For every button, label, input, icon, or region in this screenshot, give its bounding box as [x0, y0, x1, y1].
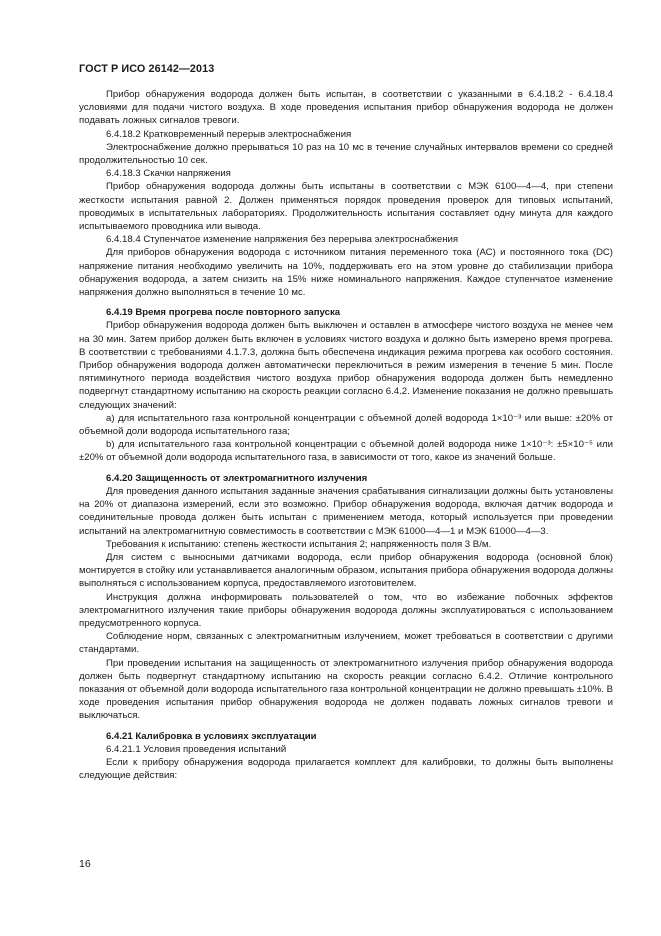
subsection-title: 6.4.18.4 Ступенчатое изменение напряжения без перерыва электроснабжения	[106, 234, 459, 246]
paragraph: Для приборов обнаружения водорода с источником питания переменного тока (АС) и постоянного тока (DC) напряжение питания необходимо увеличить на 10%, поддерживать его на этом уровне до стабилизации прибора обнаружения водорода, а затем снизить на 15% ниже номинального напряжения. Каждое ступенчатое изменение напряжения должно выполняться в течение 10 мс.	[79, 247, 613, 299]
list-item: а) для испытательного газа контрольной концентрации с объемной долей водорода 1×10⁻³ или выше: ±20% от объемной доли водорода испытательного газа;	[79, 412, 613, 438]
paragraph: При проведении испытания на защищенность от электромагнитного излучения прибор обнаружения водорода должен быть подвергнут стандартному испытанию на скорость реакции согласно 6.4.2. Отличие контрольного показания от объемной доли водорода испытательного газа контрольной концентрации не должно превышать ±10%. В ходе проведения испытания прибор обнаружения водорода не должен подавать ложных сигналов тревоги и выключаться.	[79, 657, 613, 722]
section-spacer	[79, 465, 613, 472]
paragraph: Требования к испытанию: степень жесткости испытания 2; напряженность поля 3 В/м.	[106, 538, 492, 550]
subsection-title: 6.4.18.3 Скачки напряжения	[106, 168, 231, 180]
section-heading: 6.4.19 Время прогрева после повторного запуска	[106, 307, 341, 319]
paragraph: Прибор обнаружения водорода должен быть испытан, в соответствии с указанными в 6.4.18.2 - 6.4.18.4 условиями для подачи чистого воздуха. В ходе проведения испытания прибор обнаружения водорода не должен подавать ложных сигналов тревоги.	[79, 89, 613, 127]
document-header: ГОСТ Р ИСО 26142—2013	[79, 63, 215, 75]
subsection-title: 6.4.21.1 Условия проведения испытаний	[106, 743, 287, 755]
paragraph: Инструкция должна информировать пользователей о том, что во избежание побочных эффектов электромагнитного излучения такие приборы обнаружения водорода должны эксплуатироваться с использованием предусмотренного корпуса.	[79, 591, 613, 629]
paragraph: Прибор обнаружения водорода должен быть выключен и оставлен в атмосфере чистого воздуха не менее чем на 30 мин. Затем прибор должен быть включен в условиях чистого воздуха и должно быть измерено время прогрева. В соответствии с требованиями 4.1.7.3, должна быть обеспечена индикация режима прогрева как особого состояния. Прибор обнаружения водорода должен автоматически переключиться в режим измерения в течение 5 мин. После пятиминутного периода воздействия чистого воздуха прибор обнаружения водорода должен быть немедленно подвергнут стандартному испытанию на скорость реакции согласно 6.4.2. Изменение показания не должно превышать следующих значений:	[79, 320, 613, 411]
page-number: 16	[79, 858, 91, 870]
paragraph: Для проведения данного испытания заданные значения срабатывания сигнализации должны быть установлены на 20% от диапазона измерений, если это возможно. Прибор обнаружения водорода, включая датчик водорода и соединительные провода должен быть испытан с применением метода, который используется при проведении испытаний на электромагнитную совместимость в соответствии с МЭК 61000—4—1 и МЭК 61000—4—3.	[79, 485, 613, 537]
section-heading: 6.4.21 Калибровка в условиях эксплуатации	[106, 730, 317, 742]
paragraph: Электроснабжение должно прерываться 10 раз на 10 мс в течение случайных интервалов времени со средней продолжительностью 10 сек.	[79, 141, 613, 167]
subsection-title: 6.4.18.2 Кратковременный перерыв электроснабжения	[106, 128, 352, 140]
paragraph: Для систем с выносными датчиками водорода, если прибор обнаружения водорода (основной блок) монтируется в стойку или устанавливается аналогичным образом, испытания прибора обнаружения водорода должны выполняться с использованием корпуса, предоставляемого изготовителем.	[79, 551, 613, 590]
section-spacer	[79, 723, 613, 730]
paragraph: Соблюдение норм, связанных с электромагнитным излучением, может требоваться в соответствии с другими стандартами.	[79, 631, 613, 656]
paragraph: Прибор обнаружения водорода должны быть испытаны в соответствии с МЭК 6100—4—4, при степени жесткости испытания равной 2. Должен применяться порядок проведения проверок для типовых испытаний, проводимых в испытательных лабораториях. Продолжительность испытания составляет одну минута для каждого испытываемого проводника или вывода.	[79, 181, 613, 233]
section-heading: 6.4.20 Защищенность от электромагнитного излучения	[106, 472, 368, 484]
section-spacer	[79, 299, 613, 306]
document-body	[79, 88, 613, 782]
paragraph: Если к прибору обнаружения водорода прилагается комплект для калибровки, то должны быть выполнены следующие действия:	[79, 756, 613, 782]
list-item: b) для испытательного газа контрольной концентрации с объемной долей водорода ниже 1×10⁻³: ±5×10⁻⁵ или ±20% от объемной доли водорода испытательного газа, в зависимости от того, какое из значений больше.	[79, 439, 613, 464]
